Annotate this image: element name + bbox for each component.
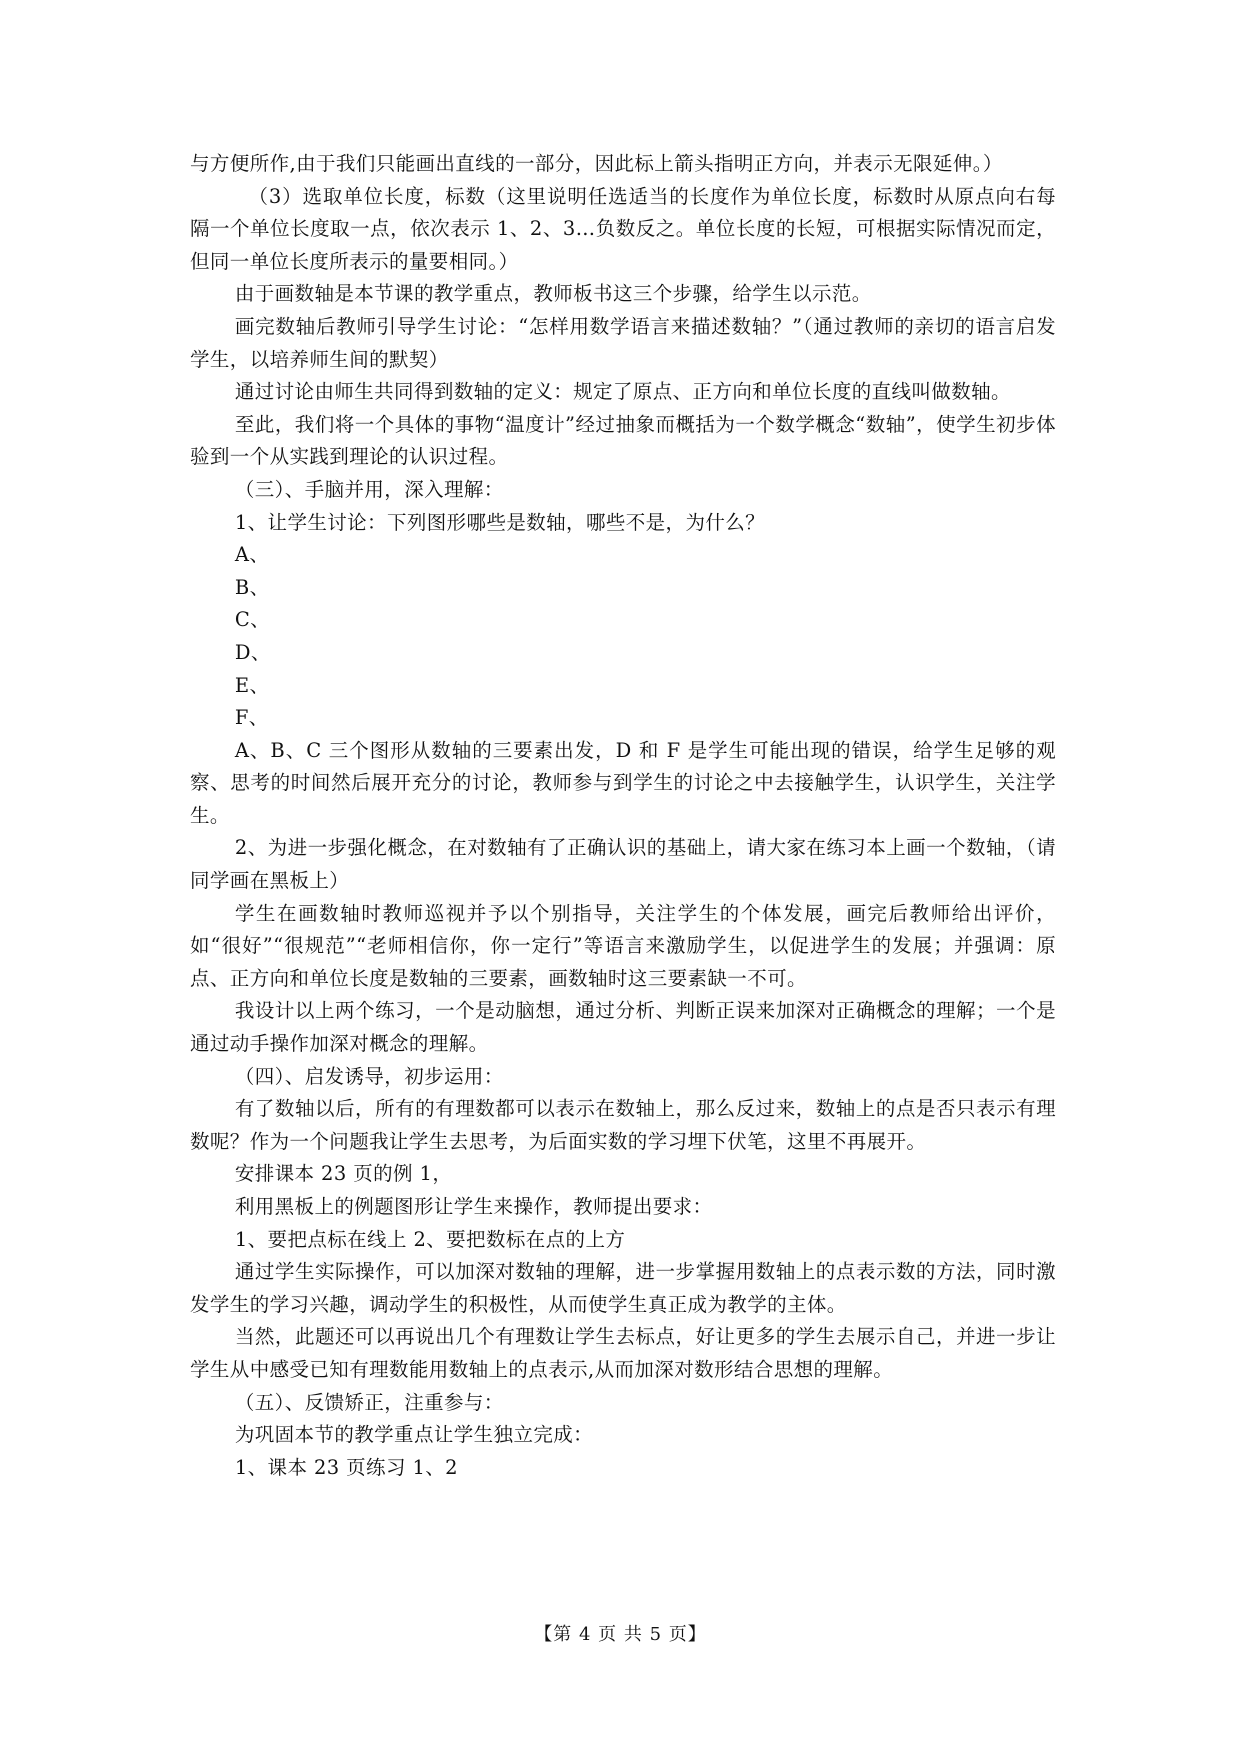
paragraph: 通过讨论由师生共同得到数轴的定义：规定了原点、正方向和单位长度的直线叫做数轴。 <box>234 380 1011 404</box>
paragraph: B、 <box>234 575 270 599</box>
paragraph: E、 <box>234 673 270 697</box>
paragraph: （五）、反馈矫正，注重参与： <box>234 1390 504 1414</box>
paragraph: 由于画数轴是本节课的教学重点，教师板书这三个步骤，给学生以示范。 <box>234 282 872 306</box>
paragraph: F、 <box>234 706 269 730</box>
paragraph: 2、为进一步强化概念，在对数轴有了正确认识的基础上，请大家在练习本上画一个数轴，（请同学画在黑板上） <box>190 836 1056 893</box>
paragraph: 利用黑板上的例题图形让学生来操作，教师提出要求： <box>234 1195 713 1218</box>
paragraph: 学生在画数轴时教师巡视并予以个别指导，关注学生的个体发展，画完后教师给出评价，如“很好”“很规范”“老师相信你，你一定行”等语言来激励学生，以促进学生的发展；并强调：原点、正方向和单位长度是数轴的三要素，画数轴时这三要素缺一不可。 <box>190 901 1056 990</box>
paragraph: （3）选取单位长度，标数（这里说明任选适当的长度作为单位长度，标数时从原点向右每隔一个单位长度取一点，依次表示 1、2、3…负数反之。单位长度的长短，可根据实际情况而定，但同一单位长度所表示的量要相同。） <box>190 184 1056 273</box>
paragraph: D、 <box>234 640 271 664</box>
paragraph: 1、让学生讨论：下列图形哪些是数轴，哪些不是，为什么？ <box>234 510 766 534</box>
paragraph: 画完数轴后教师引导学生讨论：“怎样用数学语言来描述数轴？”（通过教师的亲切的语言启发学生，以培养师生间的默契） <box>190 314 1056 371</box>
paragraph: 通过学生实际操作，可以加深对数轴的理解，进一步掌握用数轴上的点表示数的方法，同时激发学生的学习兴趣，调动学生的积极性，从而使学生真正成为教学的主体。 <box>190 1260 1056 1316</box>
paragraph: 我设计以上两个练习，一个是动脑想，通过分析、判断正误来加深对正确概念的理解；一个是通过动手操作加深对概念的理解。 <box>190 999 1056 1056</box>
paragraph: 与方便所作,由于我们只能画出直线的一部分，因此标上箭头指明正方向，并表示无限延伸。） <box>190 152 1003 175</box>
paragraph: 1、要把点标在线上 2、要把数标在点的上方 <box>234 1227 626 1251</box>
paragraph: 当然，此题还可以再说出几个有理数让学生去标点，好让更多的学生去展示自己，并进一步让学生从中感受已知有理数能用数轴上的点表示,从而加深对数形结合思想的理解。 <box>190 1325 1056 1381</box>
document-body <box>190 148 1056 1484</box>
paragraph: 为巩固本节的教学重点让学生独立完成： <box>234 1423 594 1447</box>
paragraph: （三）、手脑并用，深入理解： <box>234 477 504 501</box>
paragraph: C、 <box>234 608 271 632</box>
paragraph: 至此，我们将一个具体的事物“温度计”经过抽象而概括为一个数学概念“数轴”，使学生初步体验到一个从实践到理论的认识过程。 <box>190 412 1056 469</box>
page-footer: 【第 4 页 共 5 页】 <box>534 1624 707 1645</box>
paragraph: 1、课本 23 页练习 1、2 <box>234 1455 458 1479</box>
paragraph: A、 <box>234 543 270 567</box>
paragraph: （四）、启发诱导，初步运用： <box>234 1064 504 1088</box>
paragraph: 有了数轴以后，所有的有理数都可以表示在数轴上，那么反过来，数轴上的点是否只表示有理数呢？作为一个问题我让学生去思考，为后面实数的学习埋下伏笔，这里不再展开。 <box>190 1097 1056 1153</box>
paragraph: A、B、C 三个图形从数轴的三要素出发，D 和 F 是学生可能出现的错误，给学生足够的观察、思考的时间然后展开充分的讨论，教师参与到学生的讨论之中去接触学生，认识学生，关注学生。 <box>190 738 1056 827</box>
paragraph: 安排课本 23 页的例 1， <box>234 1162 453 1186</box>
